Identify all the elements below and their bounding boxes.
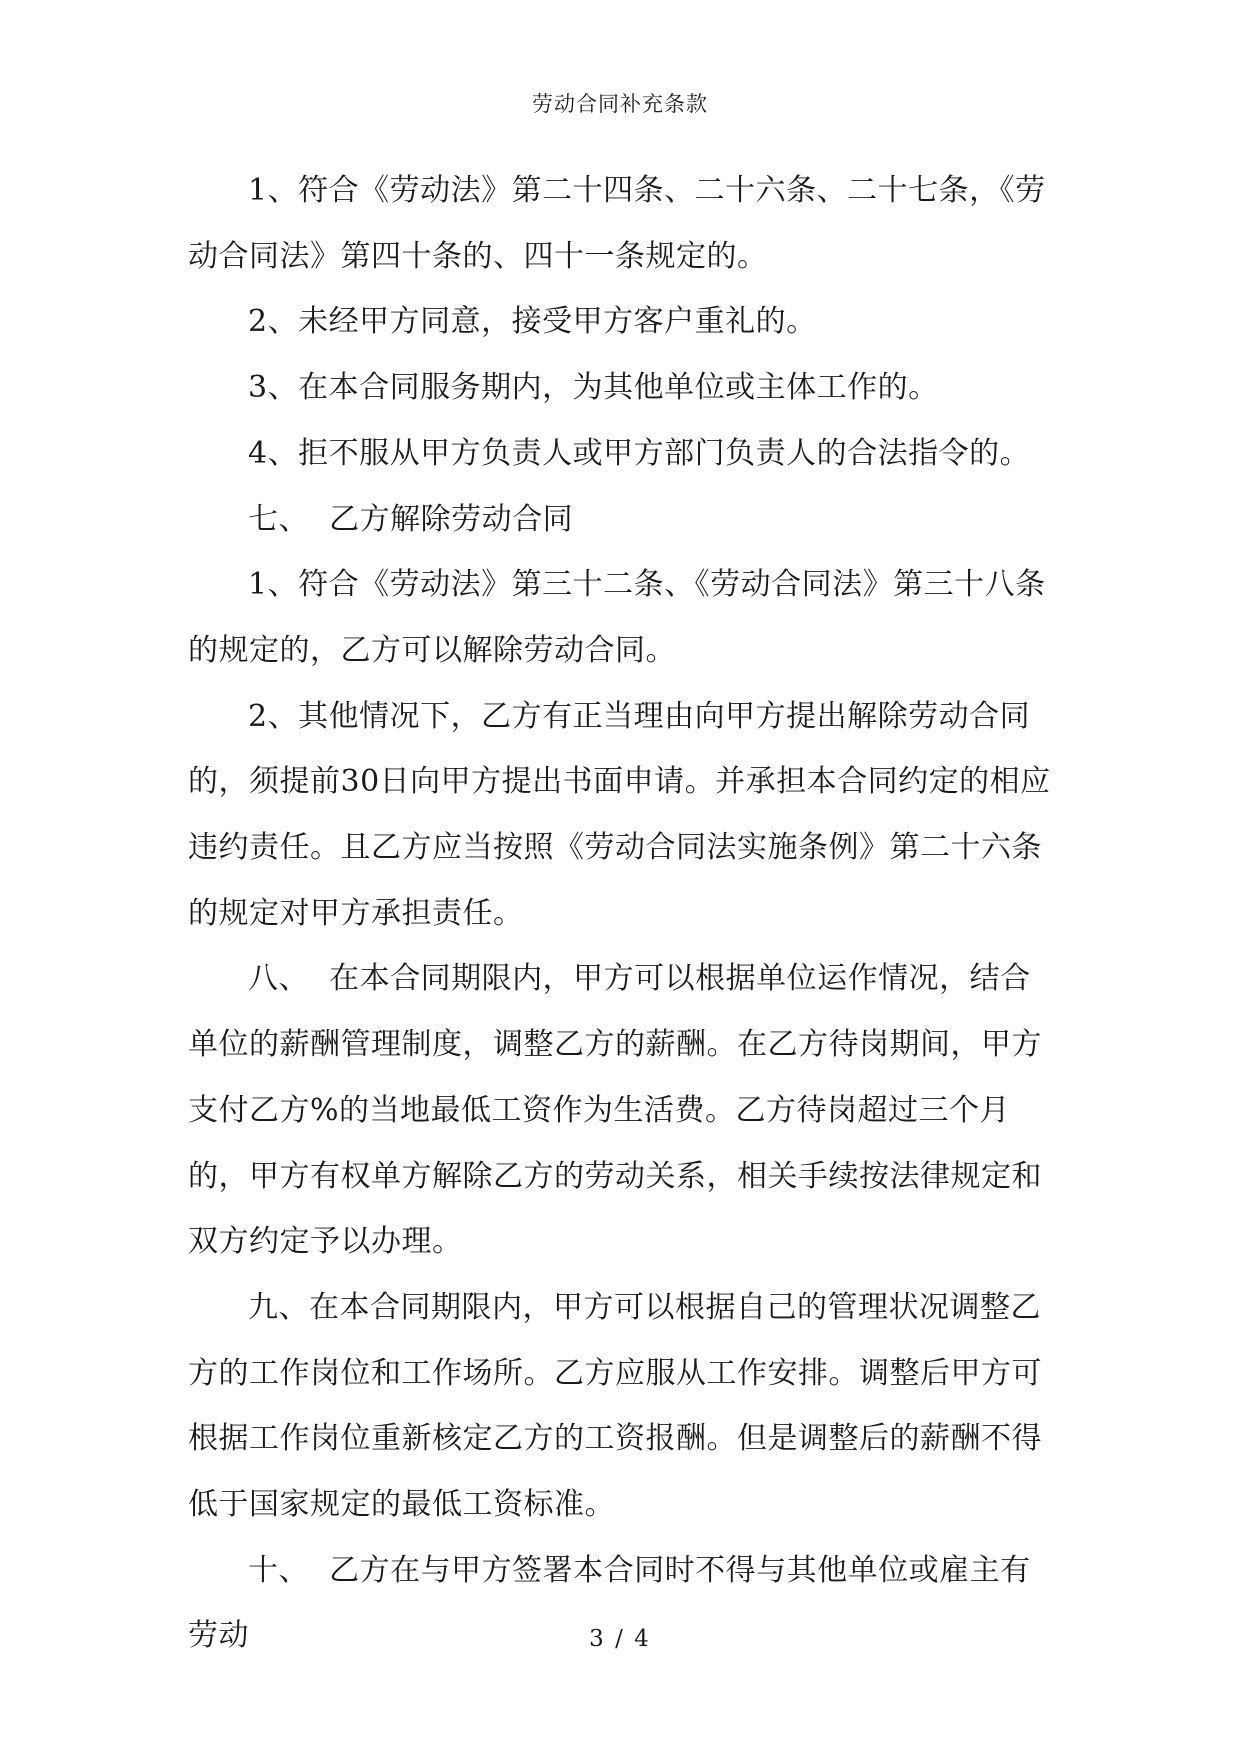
clause-6-item-3: 3、在本合同服务期内，为其他单位或主体工作的。 <box>248 370 939 406</box>
document-body <box>188 158 1058 1669</box>
clause-6-item-1: 1、符合《劳动法》第二十四条、二十六条、二十七条，《劳动合同法》第四十条的、四十一条规定的。 <box>188 173 1046 274</box>
page-number: 3 / 4 <box>589 1626 651 1652</box>
clause-9: 九、在本合同期限内，甲方可以根据自己的管理状况调整乙方的工作岗位和工作场所。乙方应服从工作安排。调整后甲方可根据工作岗位重新核定乙方的工资报酬。但是调整后的薪酬不得低于国家规定的最低工资标准。 <box>188 1289 1042 1523</box>
clause-7-item-1: 1、符合《劳动法》第三十二条、《劳动合同法》第三十八条的规定的，乙方可以解除劳动合同。 <box>188 567 1046 668</box>
clause-7-heading: 七、 乙方解除劳动合同 <box>248 501 574 537</box>
page-header-title: 劳动合同补充条款 <box>532 92 708 116</box>
clause-10: 十、 乙方在与甲方签署本合同时不得与其他单位或雇主有劳动 <box>188 1552 1031 1654</box>
clause-8: 八、 在本合同期限内，甲方可以根据单位运作情况，结合单位的薪酬管理制度，调整乙方的薪酬。在乙方待岗期间，甲方支付乙方%的当地最低工资作为生活费。乙方待岗超过三个月的，甲方有权单方解除乙方的劳动关系，相关手续按法律规定和双方约定予以办理。 <box>188 961 1042 1260</box>
clause-6-item-2: 2、未经甲方同意，接受甲方客户重礼的。 <box>248 304 817 340</box>
clause-7-item-2: 2、其他情况下，乙方有正当理由向甲方提出解除劳动合同的，须提前30日向甲方提出书面申请。并承担本合同约定的相应违约责任。且乙方应当按照《劳动合同法实施条例》第二十六条的规定对甲方承担责任。 <box>188 698 1051 931</box>
clause-6-item-4: 4、拒不服从甲方负责人或甲方部门负责人的合法指令的。 <box>248 435 1031 471</box>
